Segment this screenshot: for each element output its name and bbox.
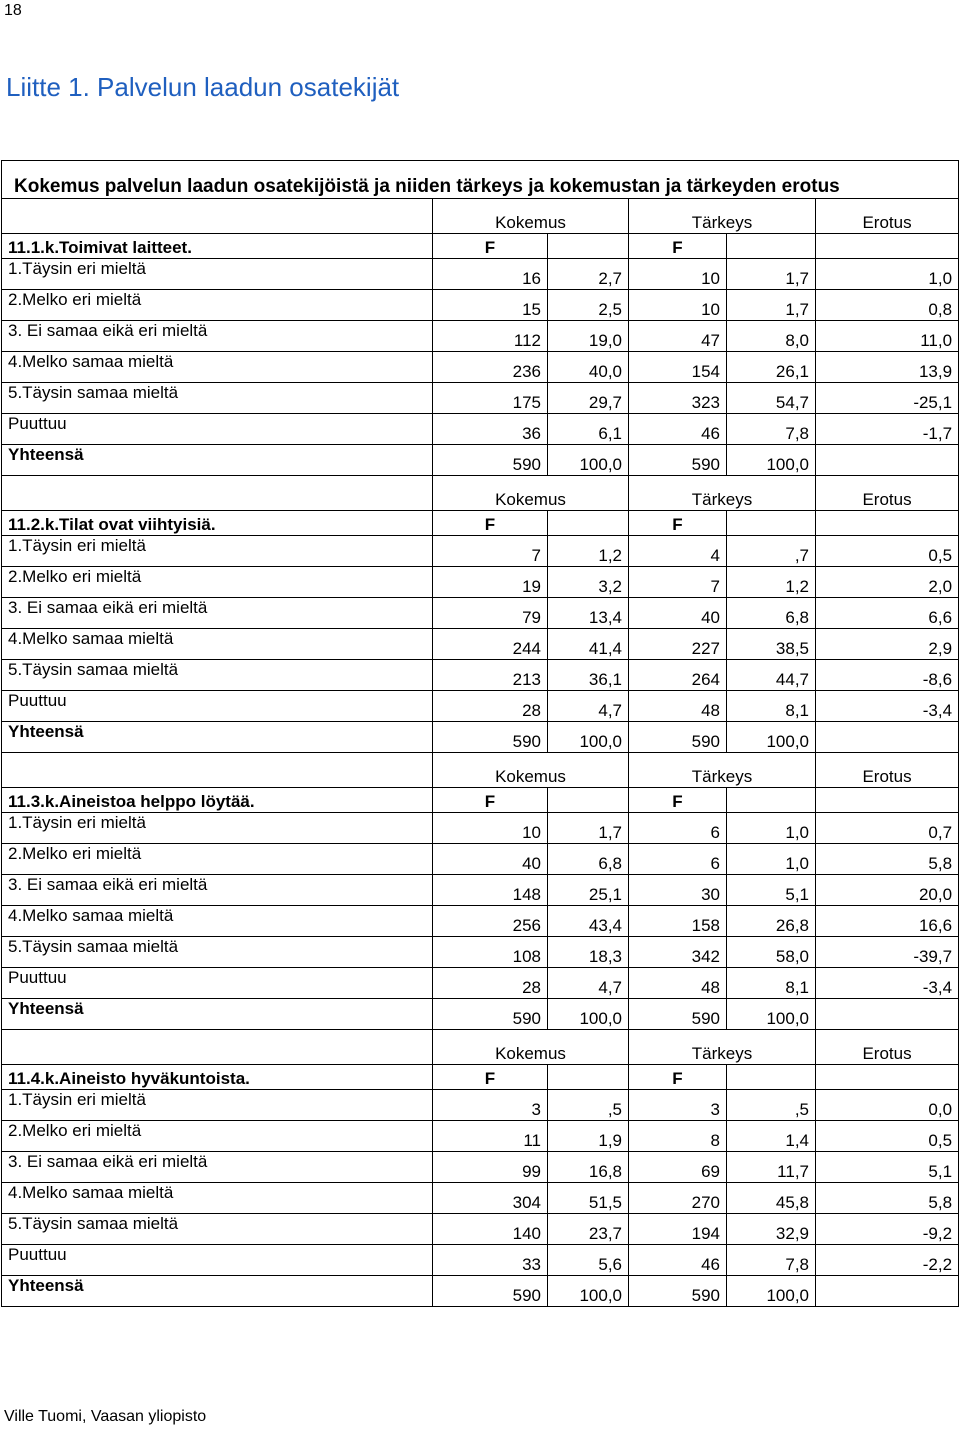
erotus-value: 6,6 [816,598,959,629]
kokemus-f-value: 175 [433,383,548,414]
kokemus-percent-value: 5,6 [548,1245,629,1276]
tarkeys-total-f: 590 [629,1276,727,1307]
tarkeys-f-value: 3 [629,1090,727,1121]
table-title: Kokemus palvelun laadun osatekijöistä ja niiden tärkeys ja kokemustan ja tärkeyden erotus [2,161,959,199]
erotus-value: 11,0 [816,321,959,352]
table-row [2,1245,959,1276]
tarkeys-percent-value: 5,1 [727,875,816,906]
kokemus-f-value: 33 [433,1245,548,1276]
kokemus-f-value: 244 [433,629,548,660]
erotus-value: 16,6 [816,906,959,937]
results-table [1,160,959,1307]
tarkeys-f-value: 7 [629,567,727,598]
erotus-value: -9,2 [816,1214,959,1245]
table-row [2,691,959,722]
kokemus-percent-value: 2,5 [548,290,629,321]
tarkeys-f-label: F [629,234,727,259]
tarkeys-f-value: 6 [629,844,727,875]
tarkeys-f-value: 48 [629,968,727,999]
kokemus-percent-value: 4,7 [548,691,629,722]
appendix-title: Liitte 1. Palvelun laadun osatekijät [6,72,400,102]
kokemus-f-value: 99 [433,1152,548,1183]
tarkeys-percent-value: 8,0 [727,321,816,352]
kokemus-f-value: 256 [433,906,548,937]
blank-cell [816,445,959,476]
kokemus-f-value: 28 [433,691,548,722]
kokemus-f-value: 213 [433,660,548,691]
blank-cell [816,1065,959,1090]
tarkeys-percent-value: 1,7 [727,259,816,290]
kokemus-f-value: 16 [433,259,548,290]
erotus-value: 13,9 [816,352,959,383]
kokemus-f-value: 36 [433,414,548,445]
erotus-value: 2,0 [816,567,959,598]
blank-cell [816,234,959,259]
erotus-value: 5,8 [816,1183,959,1214]
row-label: 3. Ei samaa eikä eri mieltä [2,321,433,352]
row-label: Puuttuu [2,691,433,722]
footer-author: Ville Tuomi, Vaasan yliopisto [4,1408,207,1425]
kokemus-f-value: 10 [433,813,548,844]
erotus-value: -1,7 [816,414,959,445]
table-row [2,259,959,290]
tarkeys-header: Tärkeys [629,199,816,234]
kokemus-percent-value: 6,1 [548,414,629,445]
tarkeys-f-value: 48 [629,691,727,722]
erotus-value: 1,0 [816,259,959,290]
tarkeys-f-value: 10 [629,259,727,290]
kokemus-f-value: 28 [433,968,548,999]
tarkeys-f-value: 40 [629,598,727,629]
blank-cell [816,999,959,1030]
kokemus-header: Kokemus [433,1030,629,1065]
kokemus-f-value: 304 [433,1183,548,1214]
kokemus-f-label: F [433,1065,548,1090]
erotus-header: Erotus [816,753,959,788]
kokemus-f-value: 79 [433,598,548,629]
erotus-value: 0,7 [816,813,959,844]
kokemus-percent-value: 3,2 [548,567,629,598]
kokemus-total-percent: 100,0 [548,445,629,476]
tarkeys-header: Tärkeys [629,476,816,511]
tarkeys-percent-value: 7,8 [727,1245,816,1276]
kokemus-f-value: 40 [433,844,548,875]
table-row [2,383,959,414]
table-row [2,1152,959,1183]
tarkeys-f-label: F [629,511,727,536]
total-row [2,1276,959,1307]
kokemus-total-percent: 100,0 [548,1276,629,1307]
blank-cell [727,511,816,536]
column-header-row [2,1030,959,1065]
tarkeys-percent-value: 45,8 [727,1183,816,1214]
tarkeys-percent-value: 58,0 [727,937,816,968]
erotus-header: Erotus [816,476,959,511]
row-label: 3. Ei samaa eikä eri mieltä [2,598,433,629]
tarkeys-total-f: 590 [629,445,727,476]
tarkeys-total-percent: 100,0 [727,999,816,1030]
kokemus-f-value: 15 [433,290,548,321]
erotus-value: -3,4 [816,968,959,999]
row-label: 3. Ei samaa eikä eri mieltä [2,1152,433,1183]
kokemus-f-value: 11 [433,1121,548,1152]
table-row [2,1121,959,1152]
row-label: Puuttuu [2,968,433,999]
kokemus-percent-value: 1,7 [548,813,629,844]
total-label: Yhteensä [2,722,433,753]
row-label: 5.Täysin samaa mieltä [2,937,433,968]
tarkeys-f-value: 10 [629,290,727,321]
blank-cell [816,1276,959,1307]
table-row [2,321,959,352]
table-row [2,629,959,660]
blank-cell [727,234,816,259]
blank-cell [2,753,433,788]
row-label: 4.Melko samaa mieltä [2,1183,433,1214]
tarkeys-f-value: 194 [629,1214,727,1245]
kokemus-header: Kokemus [433,199,629,234]
kokemus-f-value: 148 [433,875,548,906]
erotus-value: -25,1 [816,383,959,414]
tarkeys-f-value: 264 [629,660,727,691]
tarkeys-f-value: 323 [629,383,727,414]
kokemus-percent-value: 41,4 [548,629,629,660]
table-row [2,598,959,629]
table-row [2,1183,959,1214]
erotus-value: 2,9 [816,629,959,660]
section-header-row [2,234,959,259]
section-title: 11.1.k.Toimivat laitteet. [2,234,433,259]
erotus-value: 0,8 [816,290,959,321]
tarkeys-header: Tärkeys [629,1030,816,1065]
tarkeys-total-f: 590 [629,999,727,1030]
tarkeys-f-value: 46 [629,1245,727,1276]
tarkeys-f-value: 8 [629,1121,727,1152]
tarkeys-percent-value: 8,1 [727,968,816,999]
blank-cell [727,788,816,813]
kokemus-percent-value: 1,2 [548,536,629,567]
row-label: 1.Täysin eri mieltä [2,1090,433,1121]
table-row [2,290,959,321]
table-row [2,906,959,937]
tarkeys-percent-value: 1,4 [727,1121,816,1152]
section-title: 11.3.k.Aineistoa helppo löytää. [2,788,433,813]
kokemus-f-label: F [433,788,548,813]
kokemus-f-value: 112 [433,321,548,352]
kokemus-percent-value: 16,8 [548,1152,629,1183]
row-label: Puuttuu [2,1245,433,1276]
kokemus-percent-value: 43,4 [548,906,629,937]
section-header-row [2,511,959,536]
section-header-row [2,1065,959,1090]
kokemus-percent-value: 29,7 [548,383,629,414]
row-label: 5.Täysin samaa mieltä [2,1214,433,1245]
row-label: 4.Melko samaa mieltä [2,629,433,660]
tarkeys-percent-value: 7,8 [727,414,816,445]
tarkeys-f-value: 47 [629,321,727,352]
column-header-row [2,199,959,234]
tarkeys-percent-value: ,5 [727,1090,816,1121]
kokemus-f-value: 3 [433,1090,548,1121]
tarkeys-f-label: F [629,1065,727,1090]
tarkeys-f-value: 46 [629,414,727,445]
kokemus-percent-value: 40,0 [548,352,629,383]
total-row [2,999,959,1030]
kokemus-total-f: 590 [433,445,548,476]
row-label: 2.Melko eri mieltä [2,1121,433,1152]
row-label: 4.Melko samaa mieltä [2,352,433,383]
kokemus-percent-value: 4,7 [548,968,629,999]
blank-cell [548,234,629,259]
tarkeys-percent-value: 8,1 [727,691,816,722]
kokemus-f-label: F [433,234,548,259]
kokemus-total-f: 590 [433,722,548,753]
tarkeys-percent-value: 1,2 [727,567,816,598]
kokemus-total-f: 590 [433,999,548,1030]
tarkeys-percent-value: 38,5 [727,629,816,660]
table-row [2,567,959,598]
table-row [2,352,959,383]
tarkeys-percent-value: 32,9 [727,1214,816,1245]
blank-cell [548,1065,629,1090]
kokemus-header: Kokemus [433,476,629,511]
tarkeys-f-value: 6 [629,813,727,844]
erotus-header: Erotus [816,1030,959,1065]
tarkeys-f-value: 227 [629,629,727,660]
kokemus-percent-value: 6,8 [548,844,629,875]
row-label: 2.Melko eri mieltä [2,844,433,875]
tarkeys-f-value: 154 [629,352,727,383]
kokemus-total-f: 590 [433,1276,548,1307]
table-row [2,536,959,567]
erotus-value: 5,8 [816,844,959,875]
table-title-row [2,161,959,199]
tarkeys-f-value: 342 [629,937,727,968]
row-label: 1.Täysin eri mieltä [2,813,433,844]
erotus-header: Erotus [816,199,959,234]
blank-cell [816,511,959,536]
row-label: 5.Täysin samaa mieltä [2,383,433,414]
kokemus-total-percent: 100,0 [548,722,629,753]
tarkeys-percent-value: 26,8 [727,906,816,937]
tarkeys-total-percent: 100,0 [727,722,816,753]
tarkeys-percent-value: 26,1 [727,352,816,383]
row-label: 1.Täysin eri mieltä [2,536,433,567]
erotus-value: 0,5 [816,1121,959,1152]
erotus-value: -3,4 [816,691,959,722]
tarkeys-percent-value: ,7 [727,536,816,567]
table-row [2,1214,959,1245]
kokemus-percent-value: 51,5 [548,1183,629,1214]
table-row [2,844,959,875]
tarkeys-percent-value: 1,0 [727,813,816,844]
tarkeys-percent-value: 44,7 [727,660,816,691]
tarkeys-f-value: 69 [629,1152,727,1183]
table-row [2,937,959,968]
total-label: Yhteensä [2,999,433,1030]
tarkeys-percent-value: 1,7 [727,290,816,321]
blank-cell [2,199,433,234]
blank-cell [548,511,629,536]
kokemus-f-value: 236 [433,352,548,383]
page-number: 18 [4,2,22,19]
table-row [2,875,959,906]
kokemus-percent-value: 25,1 [548,875,629,906]
tarkeys-total-percent: 100,0 [727,1276,816,1307]
kokemus-f-value: 7 [433,536,548,567]
blank-cell [2,1030,433,1065]
row-label: 4.Melko samaa mieltä [2,906,433,937]
tarkeys-percent-value: 11,7 [727,1152,816,1183]
tarkeys-f-value: 158 [629,906,727,937]
erotus-value: -39,7 [816,937,959,968]
total-label: Yhteensä [2,1276,433,1307]
tarkeys-f-label: F [629,788,727,813]
tarkeys-f-value: 270 [629,1183,727,1214]
tarkeys-percent-value: 1,0 [727,844,816,875]
erotus-value: 0,5 [816,536,959,567]
row-label: 2.Melko eri mieltä [2,567,433,598]
total-row [2,722,959,753]
kokemus-percent-value: 1,9 [548,1121,629,1152]
erotus-value: -2,2 [816,1245,959,1276]
section-header-row [2,788,959,813]
kokemus-percent-value: 13,4 [548,598,629,629]
tarkeys-total-f: 590 [629,722,727,753]
table-row [2,968,959,999]
blank-cell [727,1065,816,1090]
erotus-value: 0,0 [816,1090,959,1121]
row-label: 1.Täysin eri mieltä [2,259,433,290]
tarkeys-percent-value: 6,8 [727,598,816,629]
row-label: Puuttuu [2,414,433,445]
blank-cell [816,788,959,813]
erotus-value: -8,6 [816,660,959,691]
total-row [2,445,959,476]
tarkeys-f-value: 30 [629,875,727,906]
section-title: 11.2.k.Tilat ovat viihtyisiä. [2,511,433,536]
row-label: 5.Täysin samaa mieltä [2,660,433,691]
kokemus-percent-value: 23,7 [548,1214,629,1245]
erotus-value: 5,1 [816,1152,959,1183]
tarkeys-percent-value: 54,7 [727,383,816,414]
kokemus-header: Kokemus [433,753,629,788]
kokemus-percent-value: 2,7 [548,259,629,290]
tarkeys-header: Tärkeys [629,753,816,788]
row-label: 2.Melko eri mieltä [2,290,433,321]
kokemus-percent-value: 19,0 [548,321,629,352]
kokemus-f-value: 19 [433,567,548,598]
total-label: Yhteensä [2,445,433,476]
blank-cell [2,476,433,511]
kokemus-f-value: 108 [433,937,548,968]
table-row [2,1090,959,1121]
kokemus-percent-value: 18,3 [548,937,629,968]
tarkeys-f-value: 4 [629,536,727,567]
blank-cell [548,788,629,813]
section-title: 11.4.k.Aineisto hyväkuntoista. [2,1065,433,1090]
erotus-value: 20,0 [816,875,959,906]
column-header-row [2,753,959,788]
table-row [2,414,959,445]
blank-cell [816,722,959,753]
kokemus-percent-value: ,5 [548,1090,629,1121]
tarkeys-total-percent: 100,0 [727,445,816,476]
kokemus-total-percent: 100,0 [548,999,629,1030]
table-row [2,660,959,691]
kokemus-f-label: F [433,511,548,536]
row-label: 3. Ei samaa eikä eri mieltä [2,875,433,906]
kokemus-f-value: 140 [433,1214,548,1245]
table-row [2,813,959,844]
kokemus-percent-value: 36,1 [548,660,629,691]
column-header-row [2,476,959,511]
